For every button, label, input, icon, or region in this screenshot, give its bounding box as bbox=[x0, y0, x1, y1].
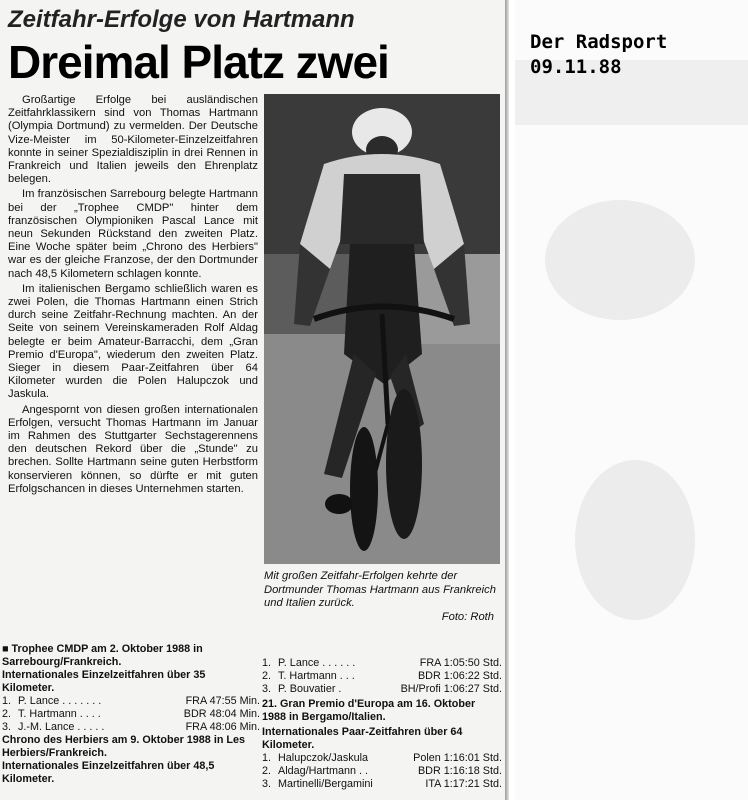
result-row: 2. T. Hartmann . . . . BDR 48:04 Min. bbox=[2, 708, 260, 720]
caption-text: Mit großen Zeitfahr-Erfolgen kehrte der Dortmunder Thomas Hartmann aus Frankreich und Italien zurück. bbox=[264, 570, 496, 609]
article-paragraph: Großartige Erfolge bei ausländischen Zeitfahrklassikern sind von Thomas Hartmann (Olympia Dortmund) zu vermelden. Der Deutsche Vize-Meister im 50-Kilometer-Einzelzeitfahren konnte in seiner Spezialdisziplin in drei Rennen in Frankreich und Italien jeweils den Ehrenplatz belegen. bbox=[8, 94, 258, 186]
result-row: 1. Halupczok/Jaskula Polen 1:16:01 Std. bbox=[262, 752, 502, 764]
bleed-through-page bbox=[515, 0, 748, 800]
faded-print-blob bbox=[545, 200, 695, 320]
race1-title: ■ Trophee CMDP am 2. Oktober 1988 in Sarrebourg/Frankreich. bbox=[2, 643, 203, 668]
source-label bbox=[530, 30, 667, 80]
result-row: 2. T. Hartmann . . . BDR 1:06:22 Std. bbox=[262, 670, 502, 682]
photo-credit: Foto: Roth bbox=[441, 610, 494, 623]
photo-caption bbox=[264, 570, 500, 624]
article-headline: Dreimal Platz zwei bbox=[8, 36, 389, 88]
race3-title: 21. Gran Premio d'Europa am 16. Oktober 1988 in Bergamo/Italien. bbox=[262, 698, 476, 723]
cyclist-photo bbox=[264, 94, 500, 564]
article-kicker: Zeitfahr-Erfolge von Hartmann bbox=[8, 6, 355, 33]
result-row: 1. P. Lance . . . . . . FRA 1:05:50 Std. bbox=[262, 657, 502, 669]
source-date: 09.11.88 bbox=[530, 56, 622, 78]
faded-print-blob bbox=[575, 460, 695, 620]
result-row: 3. Martinelli/Bergamini ITA 1:17:21 Std. bbox=[262, 778, 502, 790]
source-publication: Der Radsport bbox=[530, 31, 668, 53]
article-body bbox=[8, 94, 258, 498]
article-paragraph: Im französischen Sarrebourg belegte Hartmann bei der „Trophee CMDP" hinter dem französischen Olympioniken Pascal Lance mit neun Sekunden Rückstand den zweiten Platz. Eine Woche später beim „Chrono des Herbiers" war es der gleiche Franzose, der den Dortmunder nach 48,5 Kilometern schlagen konnte. bbox=[8, 188, 258, 280]
results-block-right bbox=[262, 657, 502, 791]
section-marker-icon: ■ bbox=[2, 643, 9, 655]
race2-subtitle: Internationales Einzelzeitfahren über 48,5 Kilometer. bbox=[2, 760, 215, 785]
result-row: 2. Aldag/Hartmann . . BDR 1:16:18 Std. bbox=[262, 765, 502, 777]
result-row: 3. J.-M. Lance . . . . . FRA 48:06 Min. bbox=[2, 721, 260, 733]
result-row: 3. P. Bouvatier . BH/Profi 1:06:27 Std. bbox=[262, 683, 502, 695]
results-block-left bbox=[2, 643, 260, 786]
result-row: 1. P. Lance . . . . . . . FRA 47:55 Min. bbox=[2, 695, 260, 707]
article-paragraph: Angespornt von diesen großen internationalen Erfolgen, versucht Thomas Hartmann im Januar im Rahmen des Stuttgarter Sechstagerennens den deutschen Rekord über die „Stunde" zu brechen. Sollte Hartmann seine guten Herbstform konservieren können, so dürfte er mit guten Erfolgschancen in dieses Unternehmen starten. bbox=[8, 403, 258, 495]
article-paragraph: Im italienischen Bergamo schließlich waren es zwei Polen, die Thomas Hartmann einen Strich durch seine Zeitfahr-Rechnung machten. An der Seite von seinem Vereinskameraden Rolf Aldag belegte er beim Amateur-Barracchi, dem „Gran Premio d'Europa", wiederum den zweiten Platz. Sieger in diesem Paar-Zeitfahren über 64 Kilometer wurden die Polen Halupczok und Jaskula. bbox=[8, 282, 258, 401]
page-fold-divider bbox=[505, 0, 509, 800]
race3-subtitle: Internationales Paar-Zeitfahren über 64 Kilometer. bbox=[262, 726, 463, 751]
race1-subtitle: Internationales Einzelzeitfahren über 35 Kilometer. bbox=[2, 669, 206, 694]
race2-title: Chrono des Herbiers am 9. Oktober 1988 in Les Herbiers/Frankreich. bbox=[2, 734, 246, 759]
